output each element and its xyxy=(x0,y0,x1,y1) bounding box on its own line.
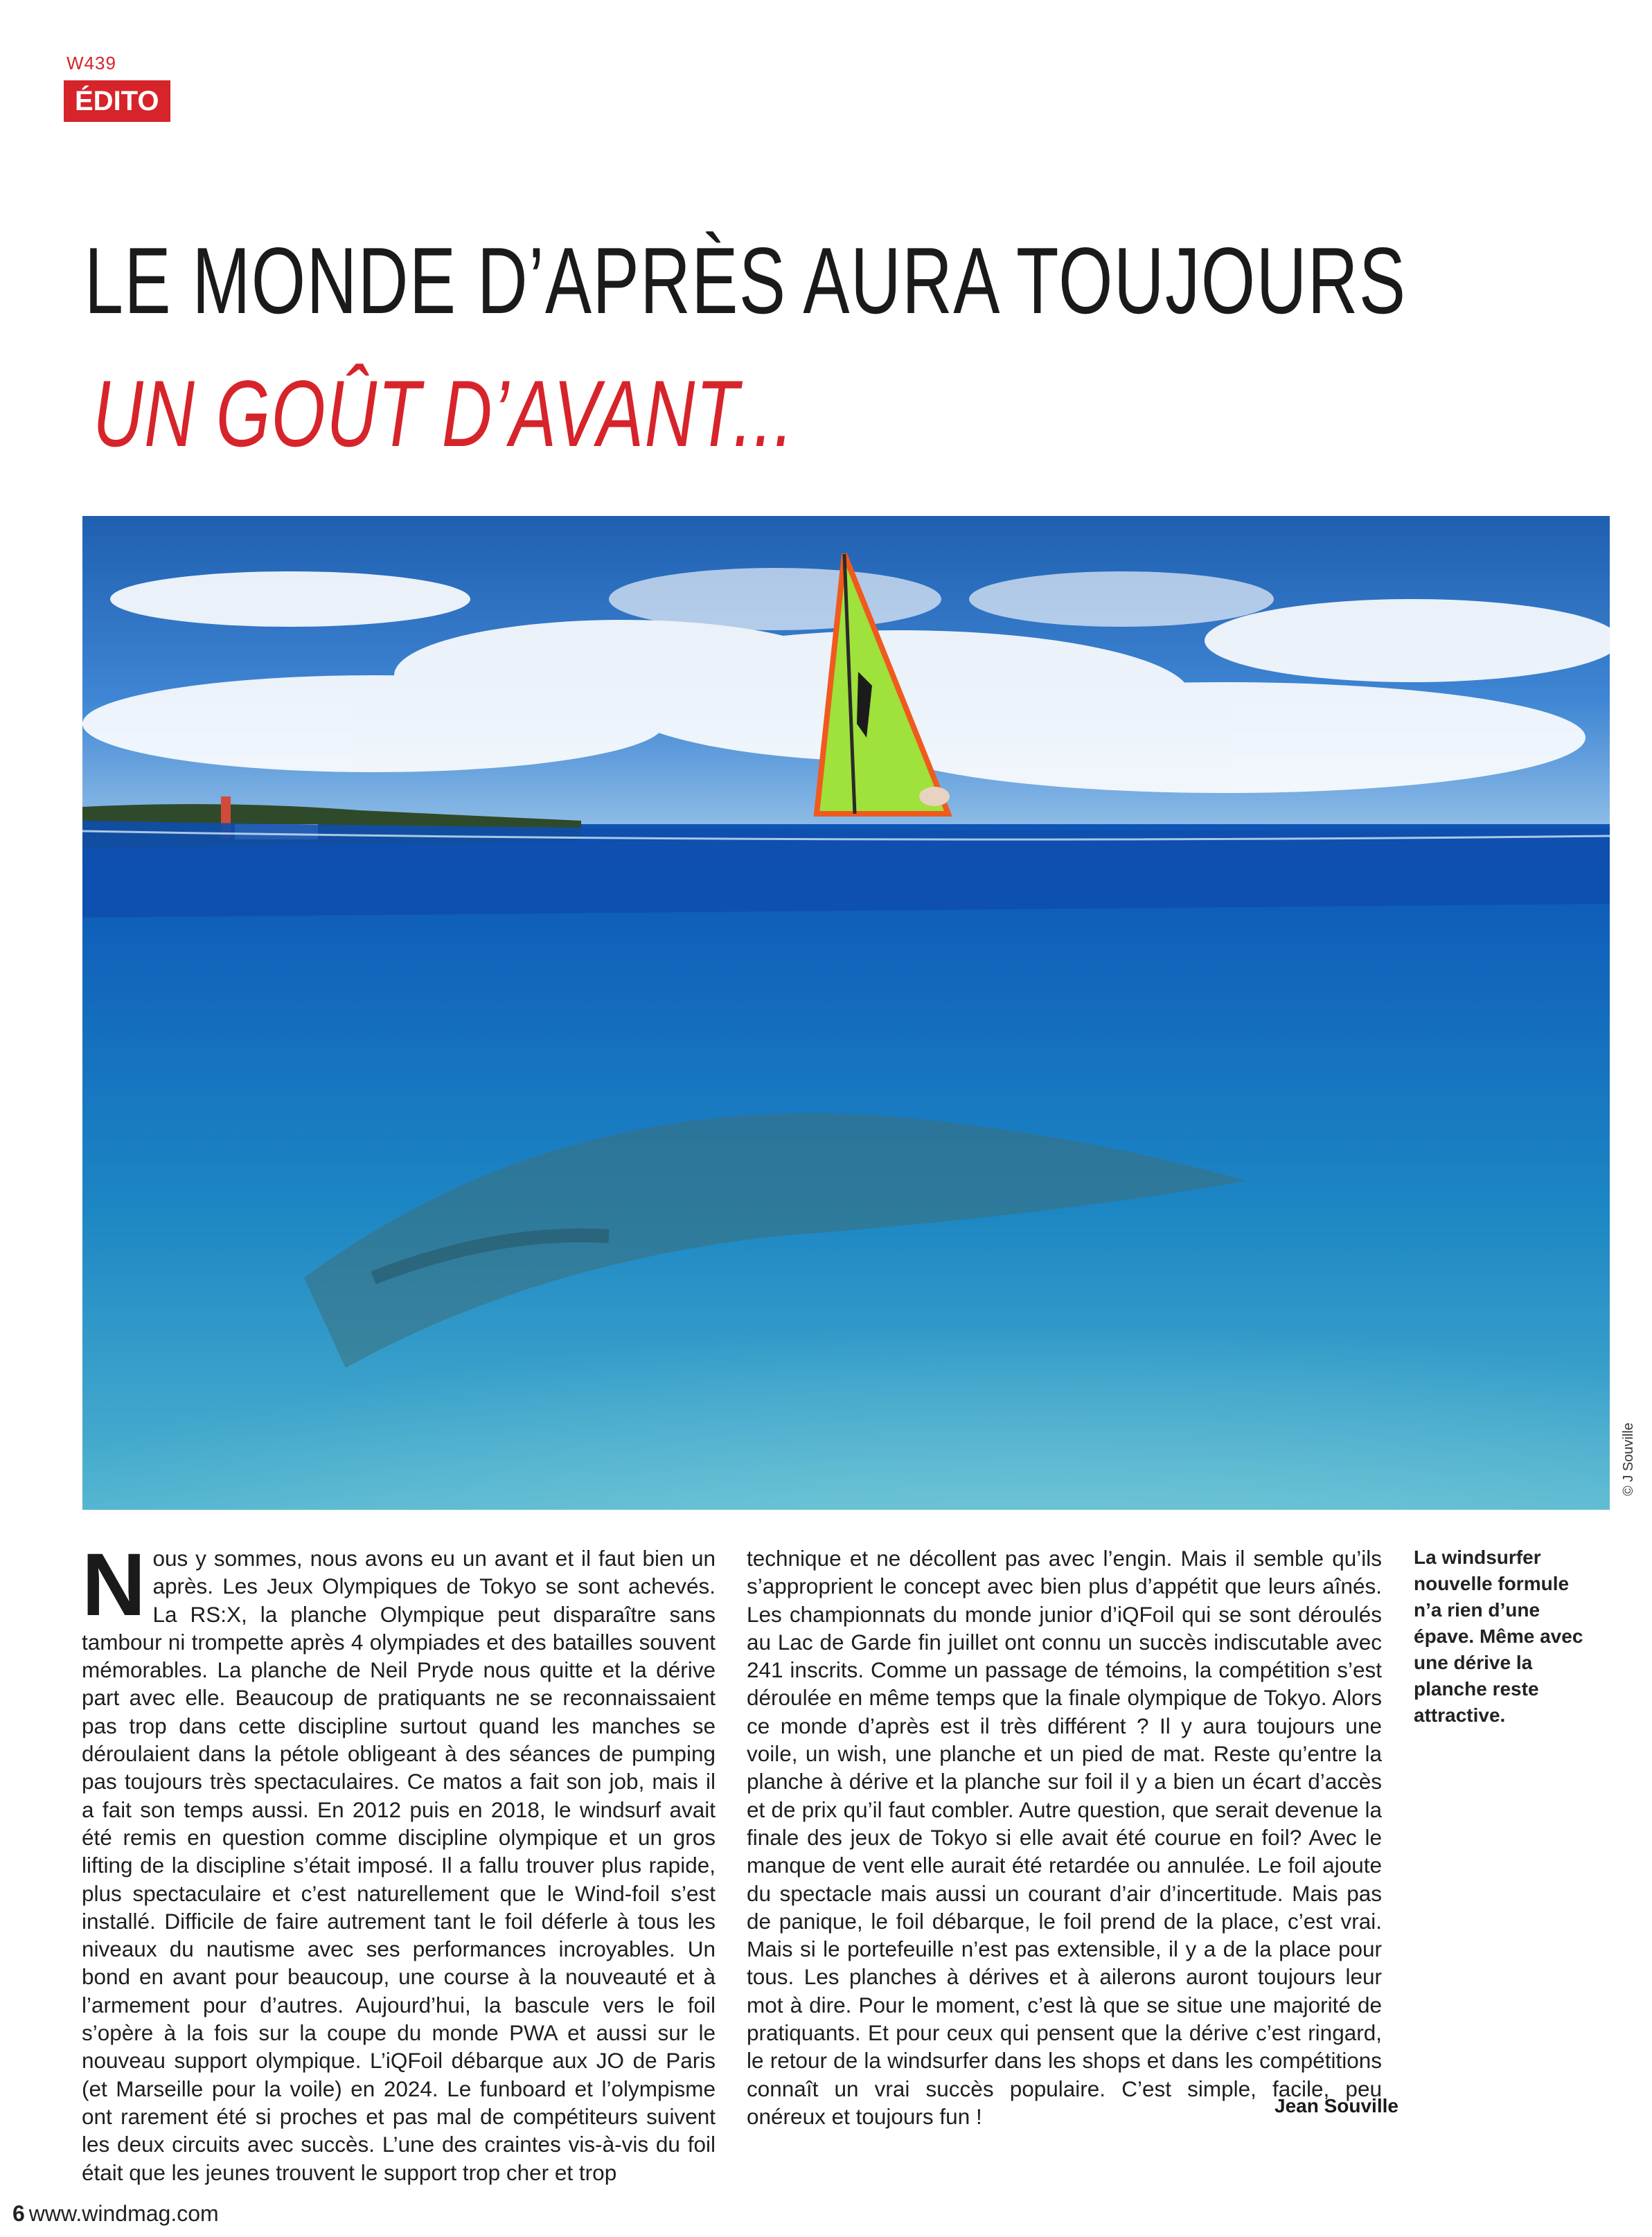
photo-credit: © J Souville xyxy=(1621,1423,1636,1496)
section-tag: ÉDITO xyxy=(64,80,170,122)
drop-cap: N xyxy=(82,1535,146,1634)
windsurf-photo xyxy=(82,516,1610,1510)
headline-line-2: UN GOÛT D’AVANT... xyxy=(93,361,794,466)
issue-code: W439 xyxy=(66,53,116,73)
headline-line-1: LE MONDE D’APRÈS AURA TOUJOURS xyxy=(85,228,1407,333)
photo-caption: La windsurfer nouvelle formule n’a rien d’une épave. Même avec une dérive la planche reste attractive. xyxy=(1414,1547,1583,1726)
author-signature: Jean Souville xyxy=(1274,2095,1398,2116)
column-1-text: ous y sommes, nous avons eu un avant et il faut bien un après. Les Jeux Olympiques de Tokyo se sont achevés. La RS:X, la planche Olympique peut disparaître sans tambour ni trompette après 4 olympiades et des batailles souvent mémorables. La planche de Neil Pryde nous quitte et la dérive part avec elle. Beaucoup de pratiquants ne se reconnaissaient pas trop dans cette discipline surtout quand les manches se déroulaient dans la pétole obligeant à des séances de pumping pas toujours très spectaculaires. Ce matos a fait son job, mais il a fait son temps aussi. En 2012 puis en 2018, le windsurf avait été remis en question comme discipline olympique et un gros lifting de la discipline s’était imposé. Il a fallu trouver plus rapide, plus spectaculaire et c’est naturellement que le Wind-foil s’est installé. Difficile de faire autrement tant le foil déferle à tous les niveaux du nautisme avec ses performances incroyables. Un bond en avant pour beaucoup, une course à la nouveauté et à l’armement pour d’autres. Aujourd’hui, la bascule vers le foil s’opère à la fois sur la coupe du monde PWA et aussi sur le nouveau support olympique. L’iQFoil débarque aux JO de Paris (et Marseille pour la voile) en 2024. Le funboard et l’olympisme ont rarement été si proches et pas mal de compétiteurs suivent les deux circuits avec succès. L’une des craintes vis-à-vis du foil était que les jeunes trouvent le support trop cher et trop xyxy=(82,1546,716,2185)
website-link[interactable]: www.windmag.com xyxy=(28,2201,219,2226)
column-2-text: technique et ne décollent pas avec l’engin. Mais il semble qu’ils s’approprient le concept avec bien plus d’appétit que leurs aînés. Les championnats du monde junior d’iQFoil qui se sont déroulés au Lac de Garde fin juillet ont connu un succès indiscutable avec 241 inscrits. Comme un passage de témoins, la compétition s’est déroulée en même temps que la finale olympique de Tokyo. Alors ce monde d’après est il très différent ? Il y aura toujours une voile, un wish, une planche et un pied de mat. Reste qu’entre la planche à dérive et la planche sur foil il y a bien un écart d’accès et de prix qu’il faut combler. Autre question, que serait devenue la finale des jeux de Tokyo si elle avait été courue en foil? Avec le manque de vent elle aurait été retardée ou annulée. Le foil ajoute du spectacle mais aussi un courant d’air d’incertitude. Mais pas de panique, le foil débarque, le foil prend de la place, c’est vrai. Mais si le portefeuille n’est pas extensible, il y a de la place pour tous. Les planches à dérives et à ailerons auront toujours leur mot à dire. Pour le moment, c’est là que se situe une majorité de pratiquants. Et pour ceux qui pensent que la dérive c’est ringard, le retour de la windsurfer dans les shops et dans les compétitions connaît un vrai succès populaire. C’est simple, facile, peu onéreux et toujours fun ! xyxy=(747,1546,1382,2129)
page-footer xyxy=(12,2201,219,2227)
page-number: 6 xyxy=(12,2201,25,2226)
article-column-2 xyxy=(747,1544,1382,2130)
article-column-1 xyxy=(82,1535,716,2186)
